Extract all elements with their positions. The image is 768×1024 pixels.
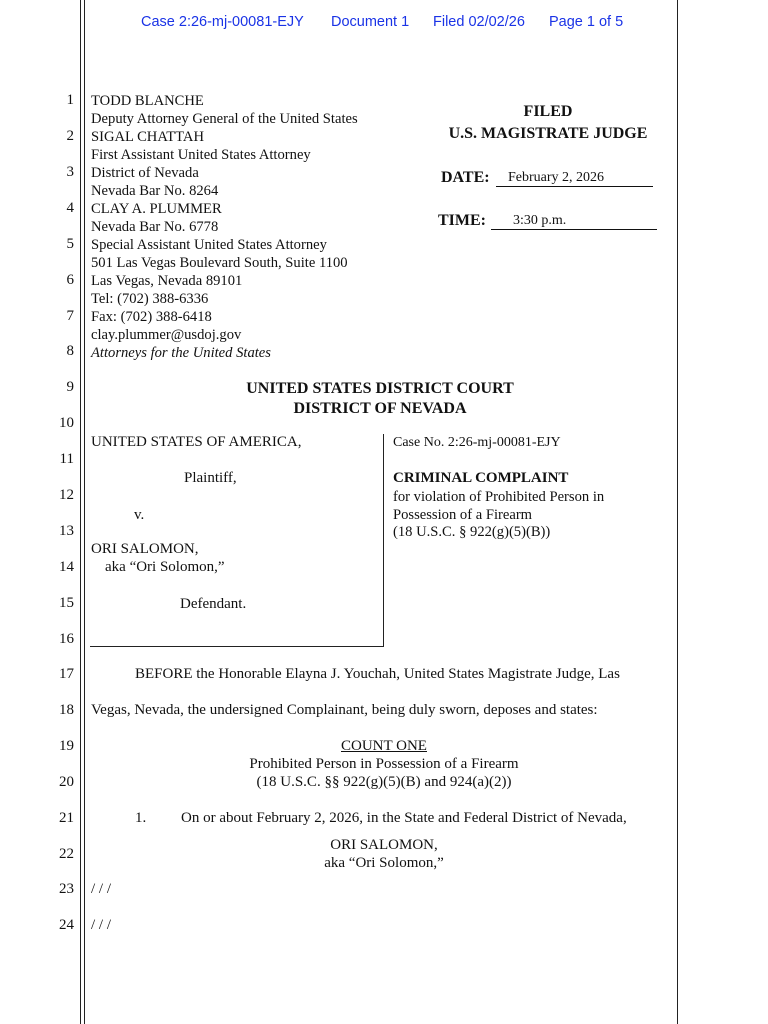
- filed-date-header: Filed 02/02/26: [433, 14, 525, 30]
- case-number: Case No. 2:26-mj-00081-EJY: [393, 435, 561, 450]
- attorney-line: Las Vegas, Nevada 89101: [91, 273, 243, 289]
- court-name: UNITED STATES DISTRICT COURT: [246, 380, 514, 397]
- line-number: 6: [66, 272, 74, 288]
- attorneys-for: Attorneys for the United States: [91, 345, 271, 361]
- document-description: Possession of a Firearm: [393, 507, 533, 523]
- case-number-header: Case 2:26-mj-00081-EJY: [141, 14, 304, 30]
- filed-time-value: 3:30 p.m.: [491, 213, 657, 230]
- filed-date-label: DATE:: [441, 169, 490, 186]
- left-margin-rule-outer: [80, 0, 81, 1024]
- attorney-line: Special Assistant United States Attorney: [91, 237, 327, 253]
- line-number: 13: [59, 523, 74, 539]
- line-number: 16: [59, 631, 74, 647]
- attorney-line: Nevada Bar No. 8264: [91, 183, 219, 199]
- attorney-line: Tel: (702) 388-6336: [91, 291, 209, 307]
- line-number: 12: [59, 487, 74, 503]
- attorney-line: Deputy Attorney General of the United States: [91, 111, 358, 127]
- paragraph-number: 1.: [135, 810, 147, 826]
- line-number: 17: [59, 666, 74, 682]
- plaintiff-role: Plaintiff,: [184, 470, 237, 486]
- line-number: 23: [59, 881, 74, 897]
- defendant-name: ORI SALOMON,: [91, 541, 199, 557]
- line-number: 14: [59, 559, 74, 575]
- count-citation: (18 U.S.C. §§ 922(g)(5)(B) and 924(a)(2)): [256, 774, 512, 790]
- continuation-slashes: / / /: [91, 917, 112, 933]
- caption-vertical-rule: [383, 434, 384, 646]
- defendant-name-body: ORI SALOMON,: [330, 837, 438, 853]
- page-count-header: Page 1 of 5: [549, 14, 624, 30]
- attorney-line: TODD BLANCHE: [91, 93, 204, 109]
- attorney-block: [91, 92, 358, 362]
- line-number: 11: [59, 451, 74, 467]
- line-number: 20: [59, 774, 74, 790]
- line-number: 4: [66, 200, 74, 216]
- defendant-aka: aka “Ori Solomon,”: [105, 559, 225, 575]
- line-number: 9: [66, 379, 74, 395]
- defendant-role: Defendant.: [180, 596, 247, 612]
- filed-time-label: TIME:: [438, 212, 486, 229]
- line-number: 8: [66, 343, 74, 359]
- paragraph-text: On or about February 2, 2026, in the State and Federal District of Nevada,: [181, 810, 627, 826]
- defendant-aka-body: aka “Ori Solomon,”: [324, 855, 444, 871]
- right-margin-rule: [677, 0, 678, 1024]
- line-number: 18: [59, 702, 74, 718]
- document-title: CRIMINAL COMPLAINT: [393, 470, 569, 486]
- caption-horizontal-rule: [90, 646, 384, 647]
- intro-line-1: BEFORE the Honorable Elayna J. Youchah, United States Magistrate Judge, Las: [135, 666, 620, 682]
- attorney-line: 501 Las Vegas Boulevard South, Suite 1100: [91, 255, 348, 271]
- statute-citation: (18 U.S.C. § 922(g)(5)(B)): [393, 524, 551, 540]
- line-number: 10: [59, 415, 74, 431]
- line-number: 5: [66, 236, 74, 252]
- line-number: 3: [66, 164, 74, 180]
- attorney-line: First Assistant United States Attorney: [91, 147, 311, 163]
- count-subtitle: Prohibited Person in Possession of a Firearm: [249, 756, 519, 772]
- court-district: DISTRICT OF NEVADA: [293, 400, 467, 417]
- line-number: 19: [59, 738, 74, 754]
- document-number-header: Document 1: [331, 14, 410, 30]
- plaintiff-name: UNITED STATES OF AMERICA,: [91, 434, 302, 450]
- document-description: for violation of Prohibited Person in: [393, 489, 605, 505]
- attorney-line: Fax: (702) 388-6418: [91, 309, 212, 325]
- attorney-line: SIGAL CHATTAH: [91, 129, 205, 145]
- line-number: 7: [66, 308, 74, 324]
- count-title: COUNT ONE: [341, 738, 427, 754]
- line-number: 24: [59, 917, 74, 933]
- left-margin-rule-inner: [84, 0, 85, 1024]
- filed-stamp-title: FILED: [523, 103, 573, 120]
- continuation-slashes: / / /: [91, 881, 112, 897]
- attorney-line: District of Nevada: [91, 165, 199, 181]
- attorney-line: Nevada Bar No. 6778: [91, 219, 219, 235]
- intro-line-2: Vegas, Nevada, the undersigned Complainant, being duly sworn, deposes and states:: [91, 702, 598, 718]
- filed-stamp-subtitle: U.S. MAGISTRATE JUDGE: [448, 125, 648, 142]
- attorney-email: clay.plummer@usdoj.gov: [91, 327, 242, 343]
- line-number: 1: [66, 92, 74, 108]
- versus: v.: [134, 507, 145, 523]
- line-number: 22: [59, 846, 74, 862]
- line-number: 2: [66, 128, 74, 144]
- filed-date-value: February 2, 2026: [496, 170, 653, 187]
- line-number: 21: [59, 810, 74, 826]
- line-number: 15: [59, 595, 74, 611]
- attorney-line: CLAY A. PLUMMER: [91, 201, 222, 217]
